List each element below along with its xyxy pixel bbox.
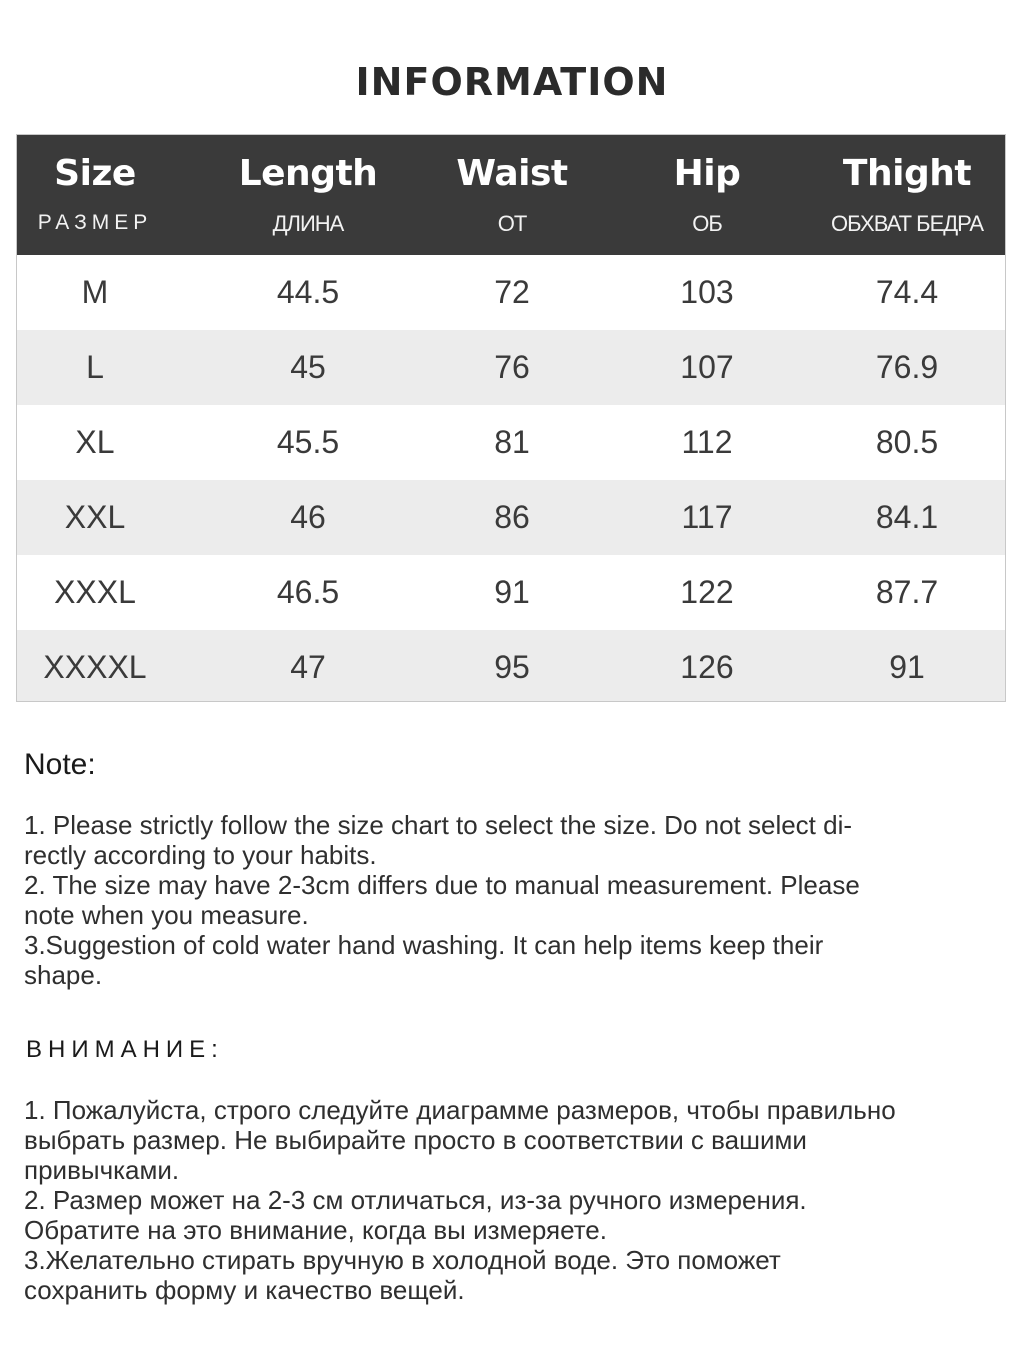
cell-thigh: 91 [889,649,925,685]
cell-length: 45.5 [276,424,340,460]
cell-hip: 107 [680,349,734,385]
cell-thigh: 76.9 [875,349,939,385]
cell-waist: 72 [494,274,530,310]
table-header [17,135,1005,255]
header-length [207,135,409,255]
table-row [17,405,1005,480]
cell-hip: 126 [680,649,734,685]
cell-length: 46 [290,499,326,535]
cell-length: 47 [290,649,326,685]
table-row [17,255,1005,330]
table-row [17,630,1005,701]
ru-note-line: 3.Желательно стирать вручную в холодной воде. Это поможет сохранить форму и качество вещей. [24,1245,781,1305]
ru-note-line: 2. Размер может на 2-3 см отличаться, из-за ручного измерения. Обратите на это внимание, когда вы измеряете. [24,1185,807,1245]
header-thigh-en: Thight [842,153,972,194]
cell-length: 45 [290,349,326,385]
note-line: 3.Suggestion of cold water hand washing. It can help items keep their shape. [24,930,824,990]
ru-note-body [24,1095,1004,1305]
page-title: INFORMATION [355,60,669,104]
note-line: 1. Please strictly follow the size chart to select the size. Do not select di- rectly according to your habits. [24,810,853,870]
cell-waist: 76 [494,349,530,385]
cell-size: M [81,274,109,310]
cell-length: 44.5 [276,274,340,310]
table-row [17,555,1005,630]
cell-thigh: 87.7 [875,574,939,610]
note-heading: Note: [24,748,96,781]
header-size-en: Size [54,153,136,194]
cell-hip: 122 [680,574,734,610]
size-chart-table [16,134,1006,702]
cell-waist: 95 [494,649,530,685]
cell-waist: 81 [494,424,530,460]
header-waist-ru: ОТ [497,211,527,236]
header-size-ru: РАЗМЕР [37,211,153,234]
cell-thigh: 80.5 [875,424,939,460]
cell-hip: 112 [681,424,733,460]
cell-waist: 91 [494,574,530,610]
cell-size: XXL [64,499,126,535]
table-row [17,330,1005,405]
header-thigh [807,135,1007,255]
ru-note-heading: ВНИМАНИЕ: [26,1036,224,1063]
cell-length: 46.5 [276,574,340,610]
header-size [17,135,173,255]
cell-waist: 86 [494,499,530,535]
header-length-en: Length [238,153,378,194]
note-body [24,810,984,990]
cell-size: L [86,349,104,385]
cell-size: XL [75,424,115,460]
cell-thigh: 74.4 [875,274,939,310]
cell-size: XXXXL [43,649,147,685]
cell-hip: 117 [681,499,733,535]
note-line: 2. The size may have 2-3cm differs due to manual measurement. Please note when you measure. [24,870,860,930]
header-waist-en: Waist [456,153,568,194]
ru-note-line: 1. Пожалуйста, строго следуйте диаграмме размеров, чтобы правильно выбрать размер. Не выбирайте просто в соответствии с вашими привычками. [24,1095,896,1185]
header-hip-en: Hip [673,153,741,194]
cell-size: XXXL [54,574,136,610]
cell-hip: 103 [680,274,734,310]
header-hip-ru: ОБ [692,211,722,236]
header-thigh-ru: ОБХВАТ БЕДРА [830,211,984,236]
header-length-ru: ДЛИНА [272,211,344,236]
header-hip [617,135,797,255]
table-row [17,480,1005,555]
cell-thigh: 84.1 [875,499,939,535]
header-waist [422,135,602,255]
